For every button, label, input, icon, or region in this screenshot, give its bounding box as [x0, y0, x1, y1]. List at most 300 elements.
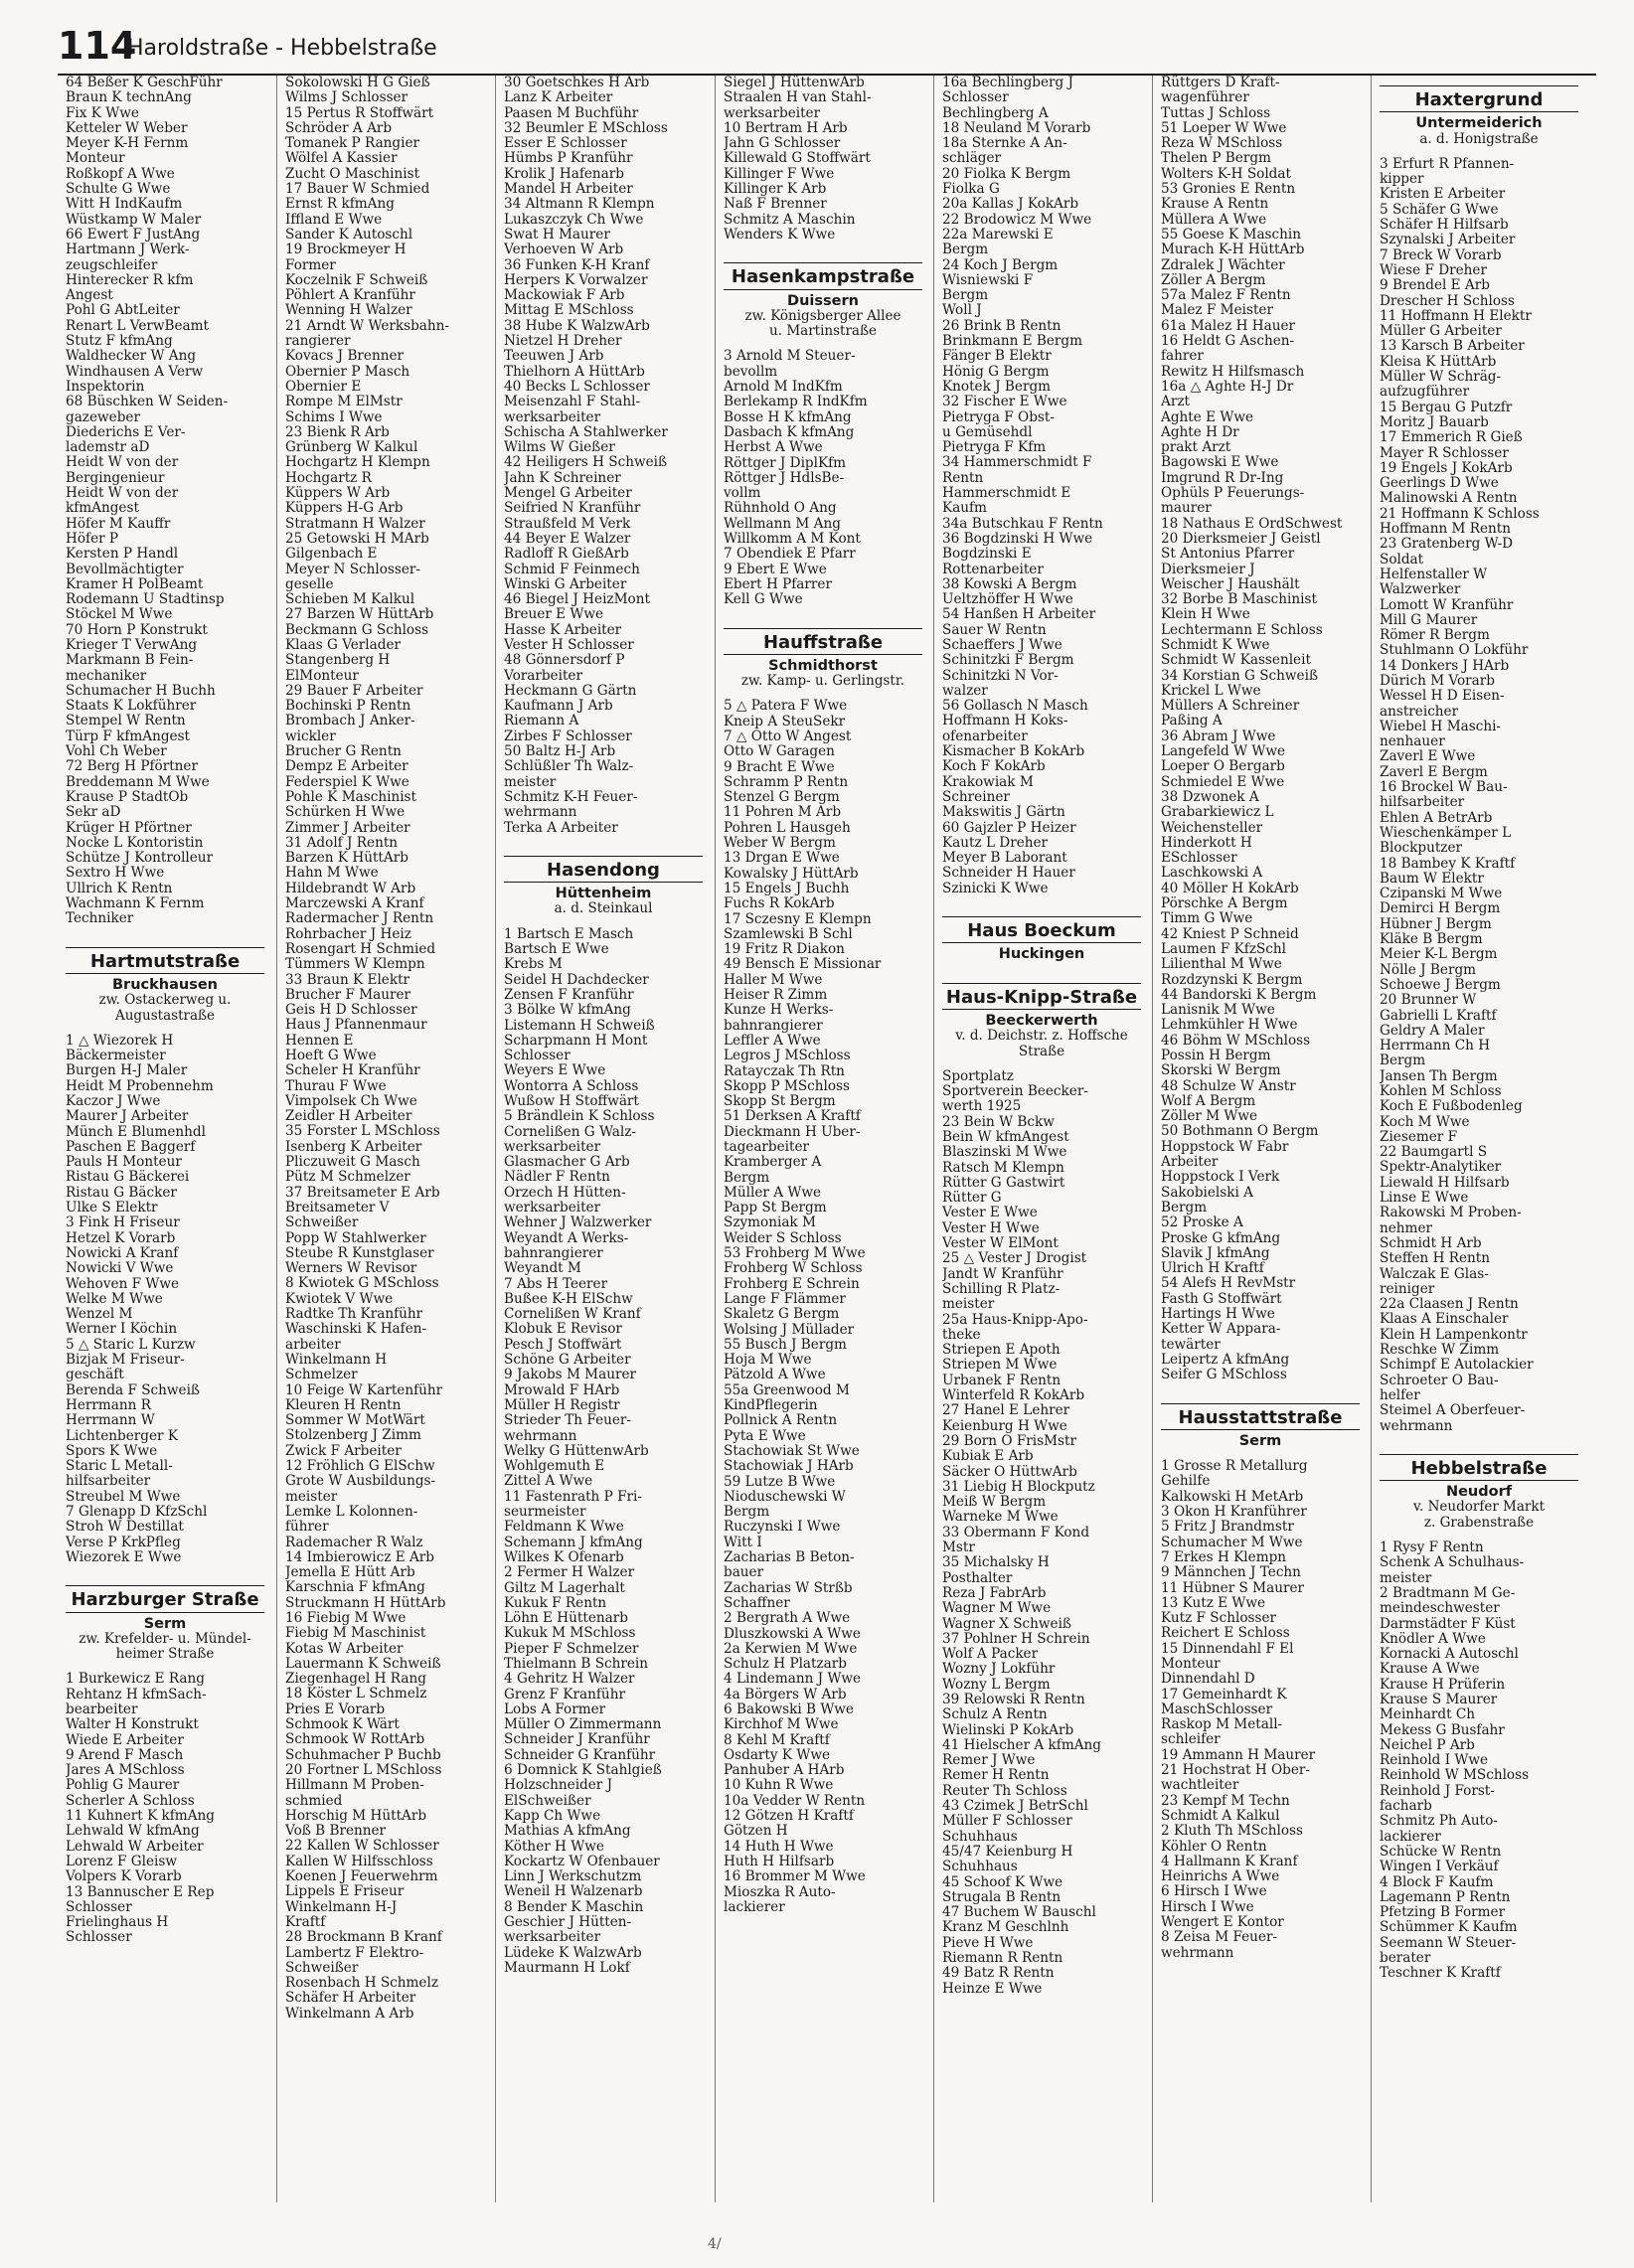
- directory-entry: Rohrbacher J Heiz: [285, 926, 411, 942]
- directory-entry: Wolsing J Müllader: [724, 1322, 855, 1338]
- directory-entry: Werner I Köchin: [66, 1322, 178, 1338]
- directory-entry: Esser E Schlosser: [504, 136, 627, 152]
- directory-entry: Moritz J Bauarb: [1380, 414, 1489, 430]
- directory-entry: Schümmer K Kaufm: [1380, 1920, 1518, 1936]
- directory-entry: Koczelnik F Schweiß: [285, 272, 428, 288]
- directory-entry: Ehlen A BetrArb: [1380, 810, 1493, 826]
- directory-entry: 4 Block F Kaufm: [1380, 1874, 1494, 1890]
- directory-entry: Mrowald F HArb: [504, 1382, 620, 1398]
- directory-entry: Thielhorn A HüttArb: [504, 364, 645, 380]
- directory-entry: Müller F Schlosser: [942, 1814, 1072, 1830]
- directory-entry: Wozny J Lokführ: [942, 1662, 1056, 1678]
- directory-entry: Dluszkowski A Wwe: [724, 1626, 861, 1642]
- directory-entry: Schlosser: [66, 1930, 132, 1946]
- directory-entry: 24 Koch J Bergm: [942, 257, 1059, 273]
- directory-entry: Schreiner: [942, 789, 1010, 805]
- directory-entry: Reinhold I Wwe: [1380, 1753, 1489, 1769]
- directory-entry: Wiede E Arbeiter: [66, 1732, 184, 1748]
- directory-entry: 44 Bandorski K Bergm: [1161, 987, 1317, 1003]
- directory-entry: Schmidt H Arb: [1380, 1235, 1482, 1251]
- directory-entry: Kornacki A Autoschl: [1380, 1647, 1519, 1663]
- directory-entry: Mill G Maurer: [1380, 612, 1478, 628]
- directory-entry: Pohren L Hausgeh: [724, 820, 851, 836]
- directory-entry: 3 Fink H Friseur: [66, 1215, 180, 1231]
- directory-entry: u Gemüsehdl: [942, 424, 1033, 440]
- directory-entry: Lilienthal M Wwe: [1161, 957, 1282, 973]
- directory-entry: Kutz F Schlosser: [1161, 1611, 1277, 1627]
- directory-entry: Former: [285, 257, 336, 273]
- directory-entry: Radloff R GießArb: [504, 547, 629, 563]
- directory-entry: Pesch J Stoffwärt: [504, 1337, 622, 1353]
- directory-entry: Krickel L Wwe: [1161, 683, 1261, 699]
- directory-entry: Sportplatz: [942, 1068, 1014, 1084]
- directory-entry: 1 Grosse R Metallurg: [1161, 1459, 1308, 1475]
- directory-entry: Gilgenbach E: [285, 547, 378, 563]
- directory-entry: Rehtanz H kfmSach-: [66, 1687, 207, 1702]
- directory-entry: Vester E Wwe: [942, 1206, 1038, 1221]
- directory-entry: prakt Arzt: [1161, 440, 1231, 456]
- directory-entry: Kapp Ch Wwe: [504, 1808, 601, 1824]
- directory-entry: 50 Bothmann O Bergm: [1161, 1124, 1319, 1140]
- directory-entry: 19 Fritz R Diakon: [724, 942, 845, 958]
- directory-entry: Monteur: [66, 151, 125, 167]
- directory-entry: 25a Haus-Knipp-Apo-: [942, 1312, 1088, 1328]
- directory-entry: Struckmann H HüttArb: [285, 1595, 446, 1611]
- directory-entry: rangierer: [285, 334, 351, 350]
- directory-entry: Ristau G Bäcker: [66, 1185, 177, 1201]
- page-street-range: Haroldstraße - Hebbelstraße: [127, 36, 437, 61]
- directory-entry: 8 Zeisa M Feuer-: [1161, 1930, 1278, 1946]
- directory-entry: 10 Kuhn R Wwe: [724, 1778, 834, 1794]
- directory-entry: Windhausen A Verw: [66, 364, 204, 380]
- directory-entry: Linn J Werkschutzm: [504, 1869, 642, 1885]
- directory-entry: 9 Bracht E Wwe: [724, 759, 835, 775]
- directory-entry: Blockputzer: [1380, 841, 1462, 857]
- directory-entry: 55 Busch J Bergm: [724, 1337, 847, 1353]
- directory-entry: Schlosser: [942, 90, 1009, 106]
- directory-entry: 33 Braun K Elektr: [285, 972, 410, 988]
- directory-entry: 2 Fermer H Walzer: [504, 1565, 635, 1581]
- directory-entry: Herrmann Ch H: [1380, 1039, 1491, 1054]
- directory-entry: 34a Butschkau F Rentn: [942, 516, 1103, 532]
- directory-entry: Jahn K Schreiner: [504, 470, 621, 486]
- directory-entry: Kallen W Hilfsschloss: [285, 1854, 433, 1869]
- directory-entry: 7 Glenapp D KfzSchl: [66, 1505, 208, 1521]
- directory-entry: Ketter W Appara-: [1161, 1322, 1281, 1338]
- directory-entry: 52 Proske A: [1161, 1215, 1243, 1231]
- directory-entry: Hetzel K Vorarb: [66, 1230, 176, 1246]
- directory-entry: Grünberg W Kalkul: [285, 440, 418, 456]
- street-range-note: zw. Kamp- u. Gerlingstr.: [740, 673, 905, 690]
- directory-entry: Klaas A Einschaler: [1380, 1312, 1509, 1328]
- directory-entry: Czipanski M Wwe: [1380, 887, 1503, 902]
- directory-entry: Bäckermeister: [66, 1049, 166, 1064]
- directory-entry: 23 Kempf M Techn: [1161, 1793, 1290, 1809]
- directory-entry: Schramm P Rentn: [724, 774, 849, 790]
- directory-entry: Schöne G Arbeiter: [504, 1353, 631, 1369]
- directory-entry: 11 Fastenrath P Fri-: [504, 1489, 642, 1505]
- spacer: [66, 1565, 264, 1575]
- directory-entry: 50 Baltz H-J Arb: [504, 744, 616, 760]
- directory-entry: Huth H Hilfsarb: [724, 1854, 835, 1869]
- directory-entry: Säcker O HüttwArb: [942, 1464, 1077, 1480]
- directory-entry: Thurau F Wwe: [285, 1078, 387, 1094]
- directory-entry: Knödler A Wwe: [1380, 1631, 1486, 1647]
- directory-entry: Wellmann M Ang: [724, 516, 841, 532]
- directory-entry: Lichtenberger K: [66, 1428, 178, 1444]
- directory-entry: 54 Hanßen H Arbeiter: [942, 607, 1096, 623]
- directory-entry: Lehwald W Arbeiter: [66, 1839, 204, 1855]
- directory-entry: Krause A Wwe: [1380, 1662, 1480, 1678]
- page-header: [58, 20, 1596, 83]
- directory-entry: Schulz A Rentn: [942, 1707, 1048, 1723]
- directory-entry: 21 Hochstrat H Ober-: [1161, 1763, 1311, 1779]
- directory-entry: Arzt: [1161, 395, 1190, 410]
- directory-entry: Radermacher J Rentn: [285, 911, 434, 927]
- directory-entry: Schmook K Wärt: [285, 1717, 400, 1733]
- directory-entry: Panhuber A HArb: [724, 1763, 845, 1779]
- directory-entry: Lehmkühler H Wwe: [1161, 1018, 1298, 1034]
- district-name: Huckingen: [998, 946, 1085, 963]
- directory-entry: Urbanek F Rentn: [942, 1373, 1062, 1388]
- directory-entry: Küppers W Arb: [285, 486, 391, 502]
- directory-entry: Schmitz A Maschin: [724, 212, 856, 228]
- directory-entry: 64 Beßer K GeschFühr: [66, 76, 223, 90]
- directory-entry: Lukaszczyk Ch Wwe: [504, 212, 644, 228]
- directory-entry: Schmidt K Wwe: [1161, 637, 1270, 653]
- directory-entry: Hahn M Wwe: [285, 866, 379, 882]
- directory-entry: Rademacher R Walz: [285, 1535, 423, 1550]
- directory-entry: Reuter Th Schloss: [942, 1783, 1067, 1799]
- directory-entry: Teeuwen J Arb: [504, 349, 604, 365]
- directory-entry: 42 Heiligers H Schweiß: [504, 455, 668, 471]
- column-1: [58, 76, 268, 2202]
- column-3: [495, 76, 707, 2202]
- directory-entry: 66 Ewert F JustAng: [66, 227, 201, 243]
- street-heading: Harzburger Straße: [66, 1585, 264, 1612]
- directory-entry: Sauer W Rentn: [942, 622, 1047, 638]
- directory-entry: Tomanek P Rangier: [285, 136, 420, 152]
- directory-entry: Arnold M IndKfm: [724, 380, 843, 396]
- directory-entry: Wilms W Gießer: [504, 440, 615, 456]
- directory-entry: 47 Buchem W Bauschl: [942, 1905, 1096, 1921]
- directory-entry: 13 Bannuscher E Rep: [66, 1884, 215, 1900]
- directory-entry: 37 Pohlner H Schrein: [942, 1631, 1090, 1647]
- directory-entry: Reichert E Schloss: [1161, 1626, 1290, 1642]
- directory-entry: Listemann H Schweiß: [504, 1018, 655, 1034]
- directory-entry: Geschier J Hütten-: [504, 1915, 632, 1931]
- directory-entry: Hinderkott H: [1161, 835, 1252, 851]
- directory-entry: Dasbach K kfmAng: [724, 424, 855, 440]
- directory-entry: Ketteler W Weber: [66, 120, 188, 136]
- directory-entry: Kirchhof M Wwe: [724, 1717, 839, 1733]
- directory-entry: 12 Götzen H Kraftf: [724, 1809, 854, 1825]
- directory-entry: Keienburg H Wwe: [942, 1418, 1067, 1434]
- directory-entry: Iffland E Wwe: [285, 212, 383, 228]
- directory-entry: Zimmer J Arbeiter: [285, 820, 410, 836]
- directory-entry: 32 Beumler E MSchloss: [504, 120, 668, 136]
- directory-entry: Pliczuweit G Masch: [285, 1155, 420, 1171]
- directory-entry: Kotas W Arbeiter: [285, 1641, 404, 1657]
- directory-entry: Ernst R kfmAng: [285, 197, 395, 213]
- directory-entry: 44 Beyer E Walzer: [504, 531, 631, 547]
- directory-entry: Schürken H Wwe: [285, 805, 406, 821]
- directory-entry: Lagemann P Rentn: [1380, 1889, 1511, 1905]
- directory-entry: Maurmann H Lokf: [504, 1960, 630, 1976]
- street-range-note: v. d. Deichstr. z. Hoffsche: [955, 1028, 1128, 1045]
- directory-entry: 20 Fortner L MSchloss: [285, 1762, 442, 1778]
- directory-entry: Rüttgers D Kraft-: [1161, 76, 1280, 90]
- directory-entry: Stachowiak J HArb: [724, 1459, 854, 1475]
- directory-entry: 11 Hoffmann H Elektr: [1380, 308, 1532, 324]
- street-heading: Hartmutstraße: [66, 947, 264, 974]
- directory-entry: Techniker: [66, 911, 134, 927]
- street-range-note: heimer Straße: [115, 1646, 215, 1663]
- directory-entry: 35 Michalsky H: [942, 1555, 1050, 1571]
- directory-entry: Barzen K HüttArb: [285, 851, 408, 867]
- directory-entry: Otto W Garagen: [724, 744, 835, 760]
- directory-entry: Schmelzer: [285, 1368, 358, 1383]
- directory-entry: nehmer: [1380, 1220, 1432, 1236]
- directory-entry: Hübner J Bergm: [1380, 916, 1492, 932]
- directory-entry: Stuhlmann O Lokführ: [1380, 643, 1529, 659]
- directory-entry: Demirci H Bergm: [1380, 901, 1501, 917]
- directory-entry: meindeschwester: [1380, 1601, 1500, 1617]
- directory-entry: Paasen M Buchführ: [504, 105, 639, 121]
- directory-entry: Bagowski E Wwe: [1161, 455, 1279, 471]
- district-name: Beeckerwerth: [985, 1012, 1098, 1029]
- directory-entry: 41 Hielscher A kfmAng: [942, 1737, 1101, 1753]
- directory-entry: 2a Kerwien M Wwe: [724, 1641, 858, 1657]
- directory-entry: Zucht O Maschinist: [285, 166, 420, 182]
- directory-entry: Wenzel M: [66, 1307, 133, 1323]
- directory-entry: Schlüßler Th Walz-: [504, 759, 634, 775]
- directory-entry: Vester H Schlosser: [504, 637, 634, 653]
- directory-entry: Meiß W Bergm: [942, 1495, 1047, 1511]
- spacer: [942, 963, 1141, 973]
- directory-entry: Helfenstaller W: [1380, 567, 1488, 582]
- directory-entry: bahnrangierer: [504, 1245, 603, 1261]
- directory-entry: Kowalsky J HüttArb: [724, 866, 859, 882]
- directory-entry: Terka A Arbeiter: [504, 820, 618, 836]
- directory-entry: Müller G Arbeiter: [1380, 324, 1502, 340]
- district-name: Untermeiderich: [1415, 115, 1543, 132]
- directory-entry: Szinicki K Wwe: [942, 881, 1049, 896]
- directory-entry: Lüdeke K WalzwArb: [504, 1945, 642, 1961]
- street-heading: Hasenkampstraße: [724, 262, 922, 289]
- directory-entry: Winkelmann H: [285, 1352, 388, 1368]
- directory-entry: Ophüls P Feuerungs-: [1161, 486, 1305, 502]
- directory-entry: 22 Baumgartl S: [1380, 1145, 1488, 1161]
- directory-entry: Reinhold W MSchloss: [1380, 1768, 1530, 1784]
- directory-entry: 55 Goese K Maschin: [1161, 227, 1301, 243]
- directory-entry: Heinze E Wwe: [942, 1981, 1043, 1997]
- directory-entry: bevollm: [724, 364, 778, 380]
- directory-entry: Weneil H Walzenarb: [504, 1884, 643, 1900]
- directory-entry: 22 Kallen W Schlosser: [285, 1839, 439, 1855]
- directory-entry: 15 Pertus R Stoffwärt: [285, 105, 434, 121]
- directory-entry: Weischer J Haushält: [1161, 576, 1300, 592]
- directory-entry: 31 Liebig H Blockputz: [942, 1479, 1095, 1495]
- directory-entry: Kläke B Bergm: [1380, 932, 1483, 948]
- directory-entry: Rosengart H Schmied: [285, 941, 436, 957]
- directory-entry: Aghte H Dr: [1161, 424, 1239, 440]
- directory-entry: Bergm: [724, 1505, 770, 1521]
- directory-entry: Brombach J Anker-: [285, 714, 415, 729]
- directory-entry: 36 Abram J Wwe: [1161, 729, 1276, 744]
- directory-entry: Pietryga F Kfm: [942, 440, 1047, 456]
- directory-entry: Ziesemer F: [1380, 1129, 1458, 1145]
- directory-entry: Weyers E Wwe: [504, 1063, 606, 1079]
- directory-entry: Mayer R Schlosser: [1380, 445, 1509, 461]
- directory-entry: 61a Malez H Hauer: [1161, 318, 1296, 334]
- directory-entry: Volpers K Vorarb: [66, 1869, 182, 1885]
- directory-entry: Meier K-L Bergm: [1380, 947, 1498, 963]
- directory-entry: 3 Okon H Kranführer: [1161, 1505, 1307, 1521]
- directory-entry: Wessel H D Eisen-: [1380, 689, 1505, 705]
- directory-entry: Götzen H: [724, 1824, 788, 1840]
- directory-entry: Kaufm: [942, 501, 987, 517]
- spacer: [504, 836, 703, 846]
- directory-entry: Krolik J Hafenarb: [504, 166, 624, 182]
- directory-entry: Herrmann R: [66, 1397, 151, 1413]
- directory-entry: Frohberg E Schrein: [724, 1276, 860, 1292]
- directory-entry: 9 Jakobs M Maurer: [504, 1368, 637, 1383]
- directory-entry: 14 Huth H Wwe: [724, 1839, 834, 1855]
- directory-entry: Klobuk E Revisor: [504, 1322, 622, 1338]
- directory-entry: 1 Rysy F Rentn: [1380, 1540, 1484, 1556]
- directory-entry: Remer J Wwe: [942, 1753, 1036, 1769]
- directory-entry: Timm G Wwe: [1161, 911, 1253, 927]
- directory-entry: 11 Pohren M Arb: [724, 805, 842, 821]
- directory-entry: Loeper O Bergarb: [1161, 759, 1285, 775]
- directory-entry: Schlosser: [66, 1899, 132, 1915]
- directory-entry: 20a Kallas J KokArb: [942, 197, 1079, 213]
- directory-entry: 13 Karsch B Arbeiter: [1380, 339, 1525, 355]
- directory-entry: Lippels E Friseur: [285, 1884, 405, 1900]
- directory-entry: Römer R Bergm: [1380, 628, 1490, 644]
- directory-entry: Bein W kfmAngest: [942, 1130, 1069, 1145]
- directory-entry: 4a Börgers W Arb: [724, 1687, 847, 1702]
- directory-entry: 68 Büschken W Seiden-: [66, 395, 229, 410]
- directory-entry: Schenk A Schulhaus-: [1380, 1555, 1525, 1571]
- directory-entry: anstreicher: [1380, 704, 1459, 720]
- directory-entry: Brinkmann E Bergm: [942, 334, 1083, 350]
- directory-entry: 37 Breitsameter E Arb: [285, 1185, 440, 1201]
- directory-entry: Schmitz K-H Feuer-: [504, 789, 638, 805]
- directory-entry: Stangenberg H: [285, 653, 391, 669]
- directory-entry: 43 Czimek J BetrSchl: [942, 1799, 1088, 1815]
- directory-entry: Vorarbeiter: [504, 668, 582, 684]
- directory-entry: 40 Möller H KokArb: [1161, 881, 1299, 896]
- directory-entry: Fiebig M Maschinist: [285, 1626, 426, 1642]
- directory-entry: Bußee K-H ElSchw: [504, 1291, 633, 1307]
- directory-entry: 18 Köster L Schmelz: [285, 1687, 427, 1702]
- directory-entry: Braun K technAng: [66, 90, 192, 106]
- directory-entry: Wisniewski F: [942, 272, 1034, 288]
- directory-entry: 5 Brändlein K Schloss: [504, 1109, 655, 1125]
- directory-entry: Zacharias W Strßb: [724, 1580, 853, 1596]
- column-2: [276, 76, 488, 2202]
- directory-entry: Schulte G Wwe: [66, 182, 171, 198]
- spacer: [1380, 1434, 1578, 1444]
- directory-entry: Paßing A: [1161, 714, 1223, 729]
- directory-entry: Osdarty K Wwe: [724, 1747, 831, 1763]
- directory-entry: Rompe M ElMstr: [285, 395, 403, 410]
- directory-entry: Krieger T VerwAng: [66, 637, 198, 653]
- directory-entry: Rütter G Gastwirt: [942, 1175, 1065, 1191]
- directory-entry: Pieper F Schmelzer: [504, 1641, 639, 1657]
- directory-entry: vollm: [724, 486, 761, 502]
- directory-entry: 34 Hammerschmidt F: [942, 455, 1092, 471]
- directory-entry: werksarbeiter: [504, 409, 601, 425]
- directory-entry: Wenders K Wwe: [724, 227, 836, 243]
- directory-entry: Türp F kfmAngest: [66, 729, 191, 744]
- directory-entry: Schütze J Kontrolleur: [66, 851, 214, 867]
- directory-entry: wehrmann: [504, 805, 577, 821]
- directory-entry: Frielinghaus H: [66, 1915, 169, 1931]
- directory-entry: Herbst A Wwe: [724, 440, 823, 456]
- directory-entry: Proske G kfmAng: [1161, 1230, 1281, 1246]
- directory-entry: Siegel J HüttenwArb: [724, 76, 865, 90]
- district-name: Serm: [1238, 1432, 1282, 1449]
- directory-entry: Schweißer: [285, 1960, 359, 1976]
- directory-entry: Seifer G MSchloss: [1161, 1368, 1287, 1383]
- directory-entry: Rühnhold O Ang: [724, 501, 837, 517]
- directory-entry: tagearbeiter: [724, 1140, 810, 1155]
- directory-entry: Wehoven F Wwe: [66, 1276, 180, 1292]
- directory-entry: Hasse K Arbeiter: [504, 622, 622, 638]
- directory-entry: Schneider J Kranführ: [504, 1732, 650, 1748]
- directory-entry: Pätzold A Wwe: [724, 1368, 826, 1383]
- directory-entry: Wolf A Bergm: [1161, 1093, 1256, 1109]
- directory-entry: meister: [942, 1297, 995, 1313]
- directory-entry: Breddemann M Wwe: [66, 774, 210, 790]
- spacer: [724, 689, 922, 699]
- directory-entry: 19 Ammann H Maurer: [1161, 1747, 1316, 1763]
- street-heading: Hebbelstraße: [1380, 1454, 1578, 1481]
- directory-entry: 15 Bergau G Putzfr: [1380, 400, 1513, 415]
- directory-entry: Bergm: [942, 288, 989, 304]
- directory-entry: Schäfer H Hilfsarb: [1380, 218, 1509, 234]
- directory-entry: 20 Brunner W: [1380, 993, 1477, 1009]
- directory-entry: Mathias A kfmAng: [504, 1824, 631, 1840]
- spacer: [724, 608, 922, 618]
- directory-entry: Hartmann J Werk-: [66, 243, 190, 258]
- directory-entry: Wontorra A Schloss: [504, 1078, 639, 1094]
- directory-entry: 70 Horn P Konstrukt: [66, 622, 208, 638]
- directory-entry: Bevollmächtigter: [66, 562, 184, 577]
- directory-entry: 6 Bakowski B Wwe: [724, 1701, 854, 1717]
- directory-entry: Reza J FabrArb: [942, 1585, 1047, 1601]
- directory-entry: führer: [285, 1520, 329, 1536]
- directory-entry: Dempz E Arbeiter: [285, 759, 408, 775]
- directory-entry: Schlosser: [504, 1049, 571, 1064]
- directory-entry: Drescher H Schloss: [1380, 293, 1515, 309]
- directory-entry: Ulrich H Kraftf: [1161, 1261, 1264, 1277]
- directory-entry: Schäfer H Arbeiter: [285, 1991, 416, 2007]
- directory-entry: Markmann B Fein-: [66, 653, 194, 669]
- directory-entry: meister: [1380, 1570, 1432, 1586]
- directory-entry: Ebert H Pfarrer: [724, 576, 832, 592]
- directory-entry: Kaufmann J Arb: [504, 699, 613, 715]
- directory-entry: helfer: [1380, 1387, 1420, 1403]
- directory-entry: Schoewe J Bergm: [1380, 977, 1501, 993]
- directory-entry: Szymoniak M: [724, 1215, 816, 1231]
- directory-entry: Ruczynski I Wwe: [724, 1520, 841, 1536]
- directory-entry: 38 Kowski A Bergm: [942, 576, 1077, 592]
- directory-entry: 17 Bauer W Schmied: [285, 182, 430, 198]
